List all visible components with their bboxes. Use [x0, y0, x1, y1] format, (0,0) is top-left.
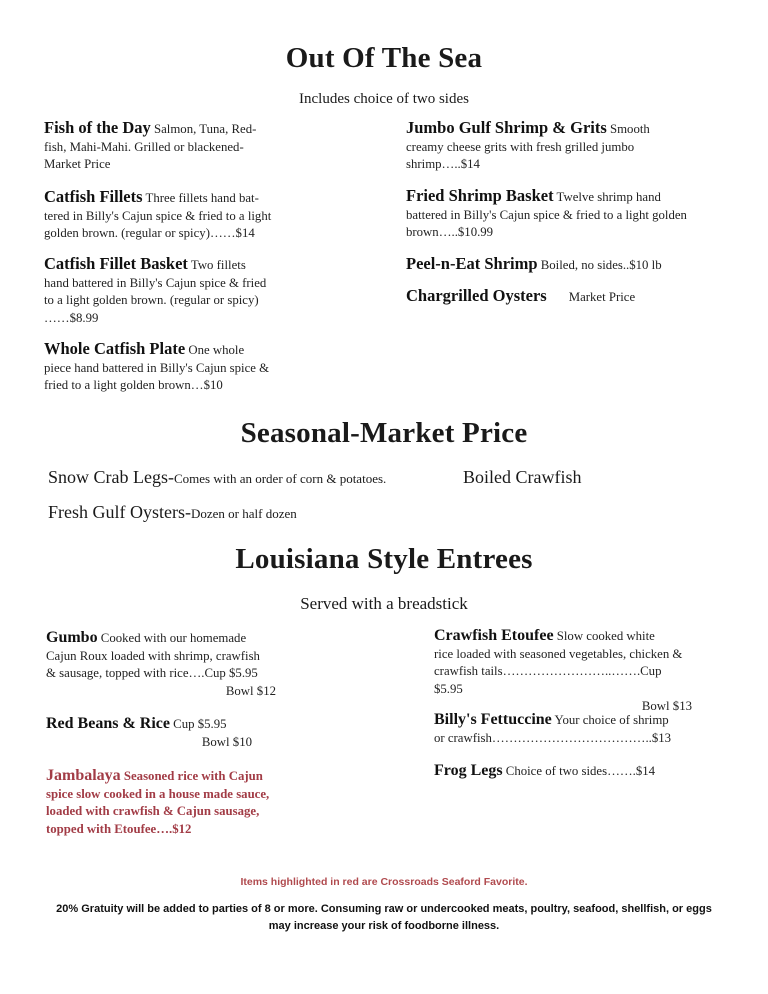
disclaimer-line: may increase your risk of foodborne illness. [268, 920, 500, 932]
item-name: Gumbo [46, 629, 98, 646]
item-desc: Salmon, Tuna, Red- [150, 122, 257, 136]
item-desc: Seasoned rice with Cajun [120, 769, 263, 783]
section-title-seasonal: Seasonal-Market Price [240, 417, 528, 449]
section-title-louisiana: Louisiana Style Entrees [235, 543, 533, 575]
section-subtitle-sea: Includes choice of two sides [299, 91, 469, 107]
section-title-sea: Out Of The Sea [285, 42, 483, 74]
item-desc: spice slow cooked in a house made sauce, [46, 786, 270, 801]
item-desc: Market Price [44, 157, 111, 172]
item-name: Fish of the Day [44, 118, 151, 137]
item-desc: rice loaded with seasoned vegetables, chicken & [434, 646, 683, 661]
item-desc: Two fillets [187, 258, 246, 272]
item-name: Billy's Fettuccine [434, 711, 552, 728]
item-desc: fried to a light golden brown…$10 [44, 378, 223, 393]
item-name: Catfish Fillet Basket [44, 254, 188, 273]
item-name: Catfish Fillets [44, 187, 143, 206]
disclaimer-line: 20% Gratuity will be added to parties of 8 or more. Consuming raw or undercooked meats, poultry, seafood, shellfish, or eggs [56, 903, 712, 915]
item-name: Fried Shrimp Basket [406, 186, 554, 205]
item-name: Red Beans & Rice [46, 715, 170, 732]
item-name: Snow Crab Legs- [48, 467, 174, 487]
item-desc: Bowl $12 [225, 683, 276, 698]
menu-item-peel-n-eat-shrimp [406, 255, 746, 275]
health-disclaimer [40, 901, 728, 935]
menu-item-chargrilled-oysters [406, 287, 746, 307]
menu-item-whole-catfish-plate [44, 340, 364, 395]
item-desc: ……$8.99 [44, 310, 99, 325]
item-desc: to a light golden brown. (regular or spicy) [44, 293, 259, 308]
item-desc: tered in Billy's Cajun spice & fried to a light [44, 208, 272, 223]
menu-item-red-beans-and-rice [46, 715, 252, 751]
section-subtitle-louisiana: Served with a breadstick [300, 594, 468, 613]
menu-item-snow-crab-legs [48, 467, 386, 488]
item-desc: creamy cheese grits with fresh grilled jumbo [406, 139, 635, 154]
item-desc: topped with Etoufee….$12 [46, 821, 192, 836]
item-name: Jumbo Gulf Shrimp & Grits [406, 118, 607, 137]
menu-item-boiled-crawfish: Boiled Crawfish [463, 467, 582, 487]
item-name: Whole Catfish Plate [44, 339, 186, 358]
item-name: Crawfish Etoufee [434, 627, 554, 644]
item-desc: hand battered in Billy's Cajun spice & fried [44, 275, 267, 290]
item-desc: battered in Billy's Cajun spice & fried to a light golden [406, 207, 687, 222]
item-desc: Three fillets hand bat- [142, 191, 259, 205]
item-desc: fish, Mahi-Mahi. Grilled or blackened- [44, 139, 244, 154]
item-desc: Boiled, no sides..$10 lb [537, 258, 662, 272]
menu-item-fish-of-the-day [44, 119, 364, 174]
menu-item-jambalaya [46, 767, 346, 838]
item-name: Peel-n-Eat Shrimp [406, 254, 538, 273]
item-desc: piece hand battered in Billy's Cajun spice & [44, 360, 270, 375]
item-desc: One whole [185, 343, 245, 357]
item-name: Chargrilled Oysters [406, 286, 547, 305]
item-desc: Comes with an order of corn & potatoes. [173, 471, 387, 486]
item-desc: Smooth [606, 122, 650, 136]
favorites-note: Items highlighted in red are Crossroads Seaford Favorite. [240, 876, 528, 888]
item-name: Jambalaya [46, 767, 121, 784]
item-desc: Cup $5.95 [169, 717, 227, 731]
item-desc: Choice of two sides…….$14 [502, 764, 656, 778]
item-desc: Market Price [568, 290, 636, 304]
item-desc: Bowl $13 [641, 699, 692, 714]
menu-item-catfish-fillets [44, 188, 364, 243]
item-desc: Your choice of shrimp [551, 713, 669, 727]
menu-item-frog-legs [434, 762, 714, 781]
item-name: Frog Legs [434, 762, 503, 779]
item-desc: Cajun Roux loaded with shrimp, crawfish [46, 648, 260, 663]
item-name: Fresh Gulf Oysters- [48, 502, 191, 522]
item-desc: loaded with crawfish & Cajun sausage, [46, 804, 260, 819]
menu-item-billys-fettuccine [434, 711, 714, 747]
menu-item-fresh-gulf-oysters [48, 502, 297, 523]
item-desc: crawfish tails……………………..…….Cup $5.95 [434, 664, 662, 696]
item-desc: Dozen or half dozen [190, 506, 297, 521]
item-desc: Bowl $10 [201, 734, 252, 749]
item-desc: & sausage, topped with rice….Cup $5.95 [46, 666, 258, 681]
item-desc: brown…..$10.99 [406, 225, 494, 240]
menu-item-gumbo [46, 629, 276, 700]
item-desc: golden brown. (regular or spicy)……$14 [44, 226, 255, 241]
menu-item-catfish-fillet-basket [44, 255, 364, 327]
item-desc: Twelve shrimp hand [553, 190, 661, 204]
item-desc: Cooked with our homemade [97, 631, 247, 645]
menu-item-shrimp-and-grits [406, 119, 746, 174]
item-desc: Slow cooked white [553, 629, 655, 643]
menu-item-crawfish-etoufee [434, 627, 692, 716]
item-desc: shrimp…..$14 [406, 157, 480, 172]
item-desc: or crawfish………………………………..$13 [434, 730, 672, 745]
menu-item-fried-shrimp-basket [406, 187, 746, 242]
